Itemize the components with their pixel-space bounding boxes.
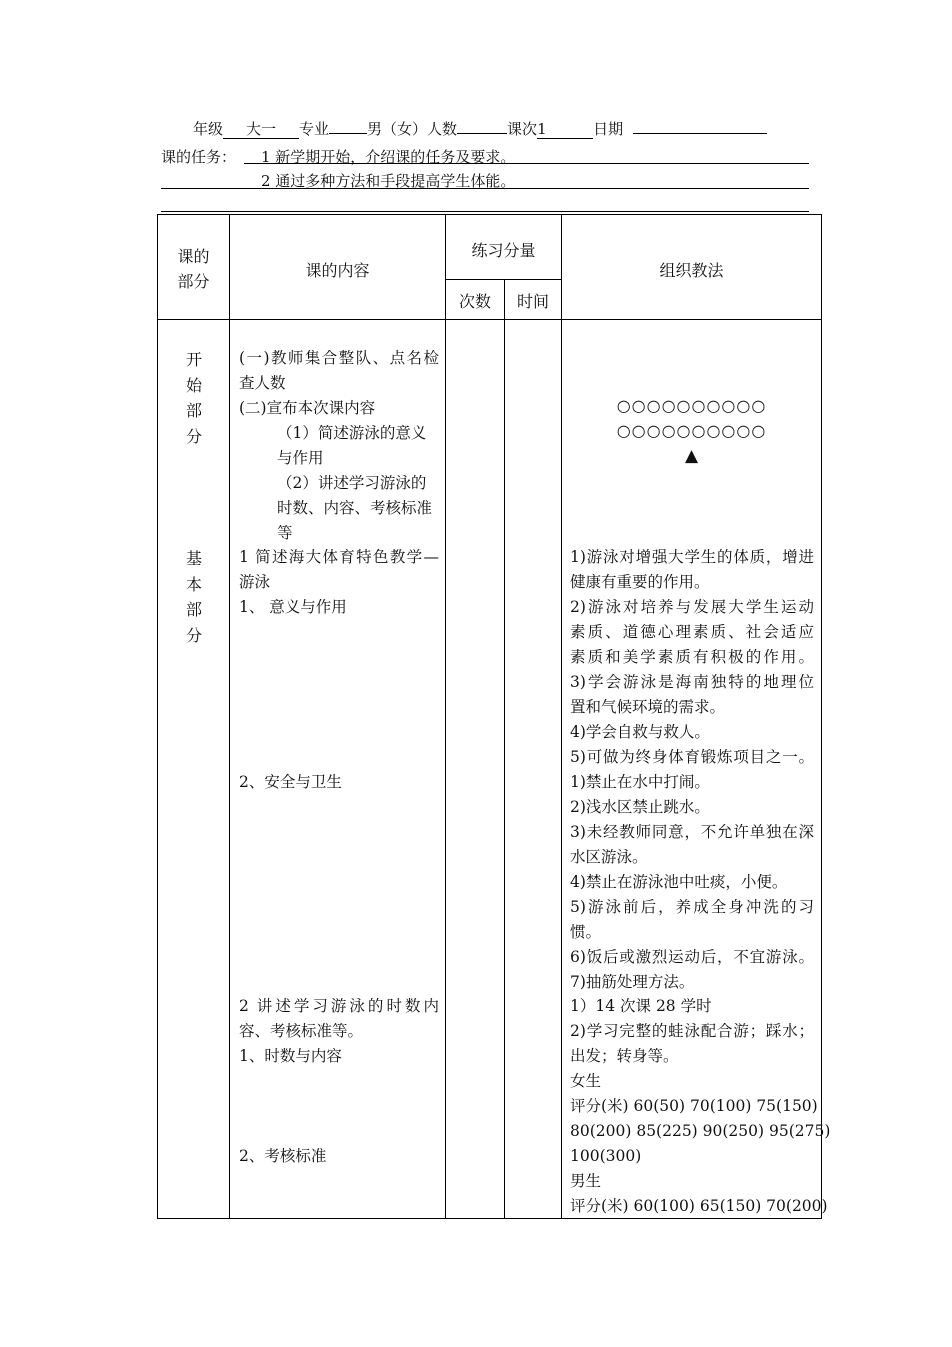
formation-row-1: ○○○○○○○○○○ [616,396,767,415]
date-field [633,133,767,134]
method-exam-standards: 女生 评分(米) 60(50) 70(100) 75(150) 80(200) 85(225) 90(250) 95(275) 100(300) 男生 评分(米) 60(100) 65(150) 70(200) [570,1072,831,1215]
basic-content-exam: 2、考核标准 [239,1147,327,1165]
col-divider-1 [229,214,230,1219]
start-part-label: 开 始 部 分 [185,350,202,446]
content-line: 与作用 [277,449,324,467]
basic-part-label: 基 本 部 分 [185,549,202,645]
tasks-label: 课的任务： [161,148,237,166]
header-bottom-line [157,319,822,320]
content-line: （2）讲述学习游泳的 [277,474,427,492]
content-line: 时数、内容、考核标准 [277,499,433,517]
task-underline-2 [161,188,809,189]
formation-row-2: ○○○○○○○○○○ [616,421,767,440]
count-label: 男（女）人数 [367,120,458,138]
count-field [457,133,507,134]
header-count: 次数 [458,292,491,311]
col-divider-2 [445,214,446,1219]
content-line: (一)教师集合整队、点名检 [239,349,439,367]
header-time: 时间 [516,292,549,311]
lesson-field: 1 [537,121,593,139]
major-label: 专业 [299,120,330,138]
basic-content-hours: 2 讲述学习游泳的时数内 容、考核标准等。 1、时数与内容 [239,997,439,1065]
header-content: 课的内容 [305,261,370,280]
method-safety: 1)禁止在水中打闹。 2)浅水区禁止跳水。 3)未经教师同意，不允许单独在深 水区游泳。 4)禁止在游泳池中吐痰，小便。 5)游泳前后，养成全身冲洗的习 惯。 6)饭后或激烈运动后，不宜游泳。 7)抽筋处理方法。 [570,773,814,991]
lesson-label: 课次 [507,120,538,138]
method-hours: 1）14 次课 28 学时 2)学习完整的蛙泳配合游；踩水； 出发；转身等。 [570,997,814,1065]
header-line [193,120,767,139]
content-line: (二)宣布本次课内容 [239,399,376,417]
header-method: 组织教法 [659,261,724,280]
task-underline-3 [161,211,809,212]
content-line: 等 [277,524,293,542]
practice-subheader-line [445,279,561,280]
task-item-2: 2 通过多种方法和手段提高学生体能。 [261,172,516,190]
content-line: （1）简述游泳的意义 [277,424,427,442]
date-label: 日期 [593,120,624,138]
basic-content-safety: 2、安全与卫生 [239,773,342,791]
header-practice: 练习分量 [471,241,536,260]
method-significance: 1)游泳对增强大学生的体质，增进 健康有重要的作用。 2)游泳对培养与发展大学生运动 素质、道德心理素质、社会适应 素质和美学素质有积极的作用。 3)学会游泳是海南独特的地理位 置和气候环境的需求。 4)学会自救与救人。 5)可做为终身体育锻炼项目之一。 [570,548,814,766]
col-divider-4 [561,214,562,1219]
task-item-1: 1 新学期开始，介绍课的任务及要求。 [261,148,516,166]
start-content [239,346,439,546]
teacher-triangle-icon: ▲ [684,446,699,466]
major-field [329,133,367,134]
grade-field: 大一 [223,121,299,139]
task-underline-1 [244,163,809,164]
header-part: 课的 部分 [177,247,210,291]
col-divider-3 [504,279,505,1219]
content-line: 查人数 [239,374,286,392]
grade-label: 年级 [193,120,224,138]
basic-content-intro: 1 简述海大体育特色教学— 游泳 1、 意义与作用 [239,548,439,616]
